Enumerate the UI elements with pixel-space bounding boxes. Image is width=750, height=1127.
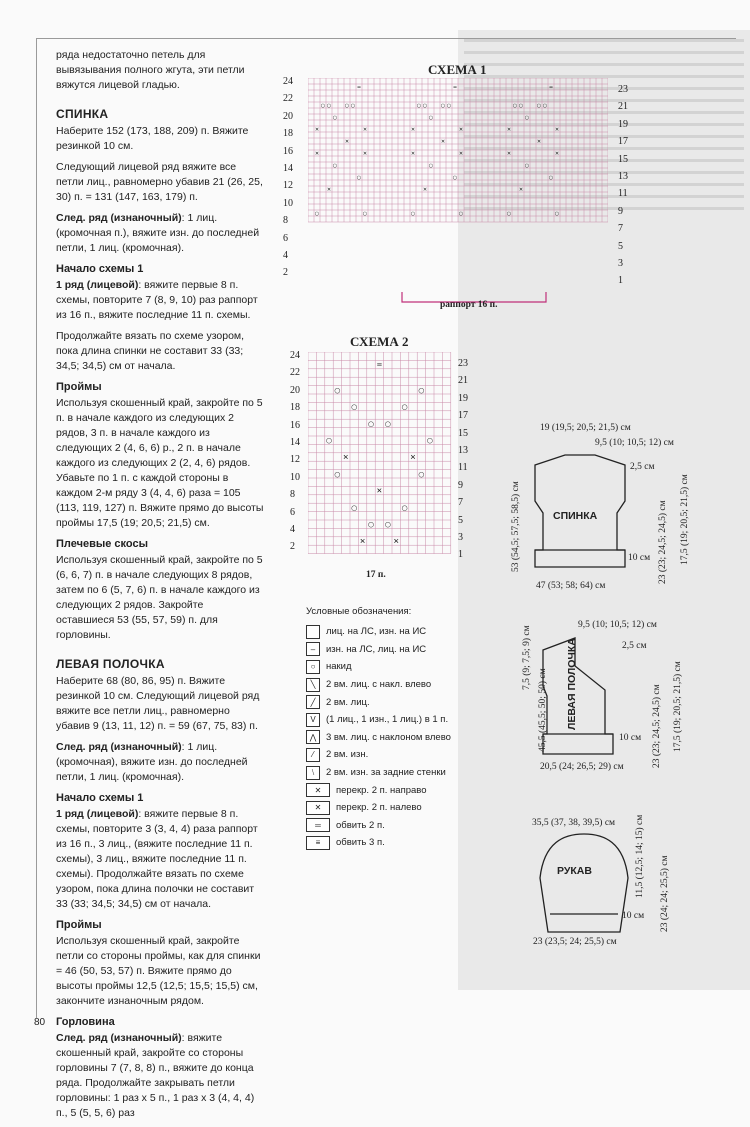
front-next-row xyxy=(56,740,264,785)
row-number: 23 xyxy=(458,358,468,369)
cross-right-icon: ✕ xyxy=(306,783,330,797)
row-number: 23 xyxy=(618,84,628,95)
chart-symbol: ✕ xyxy=(458,126,464,133)
chart-symbol: ○ xyxy=(422,102,428,109)
chart-symbol: ✕ xyxy=(344,138,350,145)
back-next-text: : 1 лиц. (кромочная п.), вяжите изн. до последней петли, 1 лиц. (кромочная). xyxy=(56,212,260,254)
front-name: ЛЕВАЯ ПОЛОЧКА xyxy=(566,638,578,730)
legend-item xyxy=(306,729,451,747)
row-number: 4 xyxy=(290,524,295,535)
chart-symbol: ✕ xyxy=(314,150,320,157)
row-number: 4 xyxy=(283,250,288,261)
legend-item xyxy=(306,641,451,659)
chart-symbol: ✕ xyxy=(410,150,416,157)
legend-label: 2 вм. лиц. с накл. влево xyxy=(326,679,432,691)
sleeve-top-dim: 35,5 (37, 38, 39,5) см xyxy=(532,818,616,828)
chart-symbol: ○ xyxy=(351,502,358,512)
legend-item xyxy=(306,658,451,676)
row-number: 2 xyxy=(290,541,295,553)
legend-label: 2 вм. изн. xyxy=(326,749,369,761)
row-number: 24 xyxy=(283,76,293,87)
front-slope-dim: 2,5 см xyxy=(622,641,647,651)
row-number: 1 xyxy=(458,549,463,561)
back-next-label: След. ряд (изнаночный) xyxy=(56,212,182,224)
neck-text: : вяжите скошенный край, закройте со стороны горловины 7 (7, 8, 8) п., вяжите до конца ряда. Продолжайте закрывать петли горловины: 1 раз х 5 п., 1 раз х 3 (4, 4, 4) п., 5 (5, 5, 6) раз xyxy=(56,1032,255,1119)
chart-symbol: ✕ xyxy=(376,486,383,496)
chart-symbol: ○ xyxy=(367,418,375,428)
sleeve-name: РУКАВ xyxy=(557,865,592,877)
row-number: 20 xyxy=(283,110,293,122)
row-number: 10 xyxy=(283,197,293,209)
back-rib-dim: 10 см xyxy=(628,553,651,563)
chart-symbol: ✕ xyxy=(506,150,512,157)
schema1-title: СХЕМА 1 xyxy=(428,62,487,77)
legend-item xyxy=(306,799,451,817)
chart-symbol: ○ xyxy=(384,418,391,428)
chart-symbol: ✕ xyxy=(506,126,512,133)
row-number: 16 xyxy=(290,419,300,431)
page-rule-left xyxy=(36,38,37,1018)
chart-symbol: ✕ xyxy=(314,126,320,133)
chart-symbol: ○ xyxy=(410,210,416,217)
chart-symbol: ○ xyxy=(426,435,433,445)
row-number: 19 xyxy=(458,392,468,404)
chart-symbol: ═ xyxy=(549,84,553,91)
legend-item xyxy=(306,764,451,782)
chart-symbol: ○ xyxy=(518,102,524,109)
circle-square-icon: ○ xyxy=(306,660,320,674)
row-number: 3 xyxy=(458,532,463,543)
back-side-height-dim: 23 (23; 24,5; 24,5) см xyxy=(658,500,668,584)
chart-symbol: ✕ xyxy=(410,126,416,133)
chart-symbol: ○ xyxy=(512,102,518,109)
chart-symbol: ○ xyxy=(332,162,338,169)
legend-label: обвить 3 п. xyxy=(336,837,385,849)
chart-symbol: ✕ xyxy=(410,452,416,462)
chart-symbol: ○ xyxy=(548,174,554,181)
front-armhole-title: Проймы xyxy=(56,919,102,931)
legend-label: 2 вм. лиц. xyxy=(326,696,370,708)
back-title: СПИНКА xyxy=(56,107,109,121)
chart-symbol: ○ xyxy=(458,210,464,217)
chart-symbol: ○ xyxy=(401,402,408,412)
front-row1 xyxy=(56,807,264,912)
chart-symbol: ○ xyxy=(356,174,362,181)
front-row1-label: 1 ряд (лицевой) xyxy=(56,808,139,820)
chart-symbol: ✕ xyxy=(342,452,349,462)
chart-symbol: ✕ xyxy=(393,536,400,546)
chart-symbol: ✕ xyxy=(440,138,446,145)
row-number: 19 xyxy=(618,118,628,130)
back-next-row xyxy=(56,211,264,256)
row-number: 13 xyxy=(618,171,628,182)
chart-symbol: ○ xyxy=(542,102,548,109)
instructions-column xyxy=(56,48,264,1127)
chart-symbol: ✕ xyxy=(554,126,560,133)
row-number: 15 xyxy=(618,153,628,165)
row-number: 21 xyxy=(458,375,468,387)
chart-symbol: ○ xyxy=(334,469,341,479)
chart-symbol: ✕ xyxy=(359,536,366,546)
row-number: 5 xyxy=(618,240,623,252)
row-number: 18 xyxy=(283,128,293,140)
row-number: 7 xyxy=(458,497,463,509)
chart-symbol: ○ xyxy=(524,114,530,121)
legend-label: (1 лиц., 1 изн., 1 лиц.) в 1 п. xyxy=(326,714,449,726)
row-number: 10 xyxy=(290,471,300,483)
row-number: 12 xyxy=(283,180,293,192)
chart-symbol: ○ xyxy=(428,114,434,121)
chart-symbol: ○ xyxy=(440,102,446,109)
row-number: 22 xyxy=(283,93,293,105)
front-next-label: След. ряд (изнаночный) xyxy=(56,741,182,753)
triple-line-icon: ≡ xyxy=(306,836,330,850)
empty-square-icon xyxy=(306,625,320,639)
back-continue: Продолжайте вязать по схеме узором, пока длина спинки не составит 33 (33; 34,5; 34,5) см от начала. xyxy=(56,330,245,372)
dash-square-icon: – xyxy=(306,642,320,656)
legend-item xyxy=(306,676,451,694)
front-rib-dim: 10 см xyxy=(619,733,642,743)
chart-symbol: ✕ xyxy=(554,150,560,157)
legend-item xyxy=(306,781,451,799)
chart-symbol: ═ xyxy=(377,360,382,370)
row-number: 11 xyxy=(458,462,468,474)
chart-symbol: ✕ xyxy=(518,186,524,193)
neck-label: След. ряд (изнаночный) xyxy=(56,1032,182,1044)
row-number: 7 xyxy=(618,223,623,235)
front-title: ЛЕВАЯ ПОЛОЧКА xyxy=(56,657,165,671)
sleeve-length-dim: 23 (24; 24; 25,5) см xyxy=(660,855,670,932)
legend-label: 3 вм. лиц. с наклоном влево xyxy=(326,731,451,743)
back-armhole-dim: 17,5 (19; 20,5; 21,5) см xyxy=(680,474,690,565)
row-number: 14 xyxy=(283,163,293,174)
back-row1-label: 1 ряд (лицевой) xyxy=(56,279,139,291)
chart-symbol: ═ xyxy=(357,84,361,91)
page-rule-top xyxy=(36,38,736,39)
row-number: 17 xyxy=(618,136,628,148)
chart-symbol: ○ xyxy=(320,102,326,109)
back-width-dim: 47 (53; 58; 64) см xyxy=(536,581,606,591)
chart-symbol: ○ xyxy=(446,102,452,109)
legend-label: перекр. 2 п. налево xyxy=(336,802,422,814)
chart-symbol: ○ xyxy=(524,162,530,169)
left-slant-icon: ╲ xyxy=(306,678,320,692)
chart-symbol: ○ xyxy=(350,102,356,109)
chart-symbol: ○ xyxy=(418,469,425,479)
front-armhole-text: Используя скошенный край, закройте петли со стороны проймы, как для спинки = 46 (50, 53, 57) п. Вяжите прямо до высоты проймы 12,5 (12,5; 15,5; 15,5) см, закончите изнаночным рядом. xyxy=(56,935,261,1007)
intro-text: ряда недостаточно петель для вывязывания полного жгута, эти петли вяжутся лицевой гладью. xyxy=(56,49,245,91)
legend-item xyxy=(306,711,451,729)
row-number: 8 xyxy=(290,489,295,501)
chart-symbol: ✕ xyxy=(362,126,368,133)
back-top-dim: 19 (19,5; 20,5; 21,5) см xyxy=(540,423,631,433)
schema2-stitch-label: 17 п. xyxy=(366,570,386,580)
row-number: 6 xyxy=(283,232,288,244)
chart-symbol: ○ xyxy=(416,102,422,109)
chart-symbol: ✕ xyxy=(458,150,464,157)
legend-label: перекр. 2 п. направо xyxy=(336,784,427,796)
row-number: 16 xyxy=(283,145,293,157)
triple-icon: ⋀ xyxy=(306,730,320,744)
chart-symbol: ○ xyxy=(344,102,350,109)
chart-symbol: ○ xyxy=(367,519,375,529)
purl-back-icon: ⧵ xyxy=(306,766,320,780)
legend-item xyxy=(306,834,451,852)
back-p2: Следующий лицевой ряд вяжите все петли лиц., равномерно убавив 21 (26, 25, 30) п. = 131 (147, 163, 179) п. xyxy=(56,161,263,203)
front-next-text: : 1 лиц. (кромочная), вяжите изн. до последней петли, 1 лиц. (кромочная). xyxy=(56,741,248,783)
schema2-grid xyxy=(308,352,452,566)
row-number: 15 xyxy=(458,427,468,439)
legend-item xyxy=(306,817,451,835)
back-row1 xyxy=(56,278,264,323)
back-shoulder-dim: 9,5 (10; 10,5; 12) см xyxy=(595,438,674,448)
back-total-height-dim: 53 (54,5; 57,5; 58,5) см xyxy=(511,481,521,572)
legend-item xyxy=(306,746,451,764)
cross-left-icon: ✕ xyxy=(306,801,330,815)
shoulder-title: Плечевые скосы xyxy=(56,538,148,550)
shoulder-text: Используя скошенный край, закройте по 5 (6, 6, 7) п. в начале следующих 8 рядов, затем по 6 (5, 7, 6) п. в начале каждого из следующих 2 рядов. Закройте оставшиеся 53 (55, 57, 59) п. для горловины. xyxy=(56,554,263,641)
legend-label: 2 вм. изн. за задние стенки xyxy=(326,767,446,779)
row-number: 2 xyxy=(283,267,288,279)
row-number: 3 xyxy=(618,258,623,269)
sleeve-outline xyxy=(520,828,650,938)
front-shoulder-dim: 9,5 (10; 10,5; 12) см xyxy=(578,620,657,630)
chart-symbol: ○ xyxy=(554,210,560,217)
sleeve-rib-dim: 10 см xyxy=(622,911,645,921)
row-number: 12 xyxy=(290,454,300,466)
chart-symbol: ○ xyxy=(334,385,341,395)
row-number: 6 xyxy=(290,506,295,518)
page-number: 80 xyxy=(34,1017,46,1028)
right-slant-icon: ╱ xyxy=(306,695,320,709)
front-p1: Наберите 68 (80, 86, 95) п. Вяжите резинкой 10 см. Следующий лицевой ряд вяжите все петли лиц., равномерно убавив 9 (13, 11, 12) п. = 59 (67, 75, 83) п. xyxy=(56,675,260,732)
legend-label: накид xyxy=(326,661,352,673)
chart-symbol: ○ xyxy=(401,502,408,512)
front-start-title: Начало схемы 1 xyxy=(56,792,144,804)
back-start-title: Начало схемы 1 xyxy=(56,263,144,275)
neck-row xyxy=(56,1031,264,1121)
chart-symbol: ○ xyxy=(452,174,458,181)
chart-symbol: ✕ xyxy=(326,186,332,193)
chart-symbol: ○ xyxy=(506,210,512,217)
row-number: 18 xyxy=(290,402,300,414)
row-number: 11 xyxy=(618,188,628,200)
chart-symbol: ○ xyxy=(428,162,434,169)
double-line-icon: ═ xyxy=(306,818,330,832)
row-number: 17 xyxy=(458,410,468,422)
chart-symbol: ○ xyxy=(325,435,333,445)
row-number: 20 xyxy=(290,384,300,396)
armhole-text: Используя скошенный край, закройте по 5 п. в начале каждого из следующих 2 рядов, 3 п. в начале каждого из следующих 2 (4, 6, 6) р., 2 п. в начале каждого из следующих 2 (2, 4, 6) рядов. Убавьте по 1 п. с каждой стороны в каждом 2-м ряду 3 (4, 4, 6) раза = 105 (113, 119, 127) п. Вяжите прямо до высоты проймы 17,5 (19; 20,5; 21,5) см. xyxy=(56,397,264,529)
legend-item xyxy=(306,623,451,641)
front-neck-depth-dim: 7,5 (9; 7,5; 9) см xyxy=(522,625,532,690)
purl-two-icon: ⁄ xyxy=(306,748,320,762)
front-side-height-dim: 23 (23; 24,5; 24,5) см xyxy=(652,684,662,768)
chart-symbol: ○ xyxy=(326,102,332,109)
row-number: 8 xyxy=(283,215,288,227)
chart-symbol: ○ xyxy=(314,210,320,217)
chart-symbol: ═ xyxy=(453,84,457,91)
row-number: 22 xyxy=(290,367,300,379)
chart-symbol: ○ xyxy=(332,114,338,121)
back-p1: Наберите 152 (173, 188, 209) п. Вяжите резинкой 10 см. xyxy=(56,125,249,152)
chart-symbol: ○ xyxy=(536,102,542,109)
legend-title: Условные обозначения: xyxy=(306,606,412,617)
back-name: СПИНКА xyxy=(553,510,598,522)
front-total-height-dim: 45,5 (45,5; 50; 50) см xyxy=(538,668,548,752)
chart-symbol: ○ xyxy=(418,385,425,395)
chart-symbol: ○ xyxy=(351,402,358,412)
row-number: 24 xyxy=(290,350,300,361)
front-row1-text: : вяжите первые 8 п. схемы, повторите 3 (3, 4, 4) раза раппорт из 16 п., 3 лиц., (вяжите последние 11 п. схемы), 3 лиц., вяжите последние 11 п. схемы). Продолжайте вязать по схеме узором, пока длина полочки не составит 33 (33; 34,5; 34,5) см от начала. xyxy=(56,808,258,910)
row-number: 1 xyxy=(618,275,623,287)
chart-symbol: ○ xyxy=(384,519,391,529)
row-number: 5 xyxy=(458,514,463,526)
armhole-title: Проймы xyxy=(56,381,102,393)
legend-label: лиц. на ЛС, изн. на ИС xyxy=(326,626,427,638)
chart-symbol: ✕ xyxy=(362,150,368,157)
row-number: 9 xyxy=(458,479,463,491)
legend-item xyxy=(306,693,451,711)
legend-label: обвить 2 п. xyxy=(336,819,385,831)
row-number: 13 xyxy=(458,445,468,456)
front-armhole-dim: 17,5 (19; 20,5; 21,5) см xyxy=(673,661,683,752)
sleeve-width-dim: 23 (23,5; 24; 25,5) см xyxy=(533,937,617,947)
v-icon: V xyxy=(306,713,320,727)
back-slope-dim: 2,5 см xyxy=(630,462,655,472)
neck-title: Горловина xyxy=(56,1016,115,1028)
row-number: 14 xyxy=(290,437,300,448)
sleeve-cap-dim: 11,5 (12,5; 14; 15) см xyxy=(635,814,645,898)
chart-symbol: ✕ xyxy=(422,186,428,193)
chart-symbol: ○ xyxy=(362,210,368,217)
schema1-repeat-label: раппорт 16 п. xyxy=(440,300,498,310)
row-number: 21 xyxy=(618,101,628,113)
back-row1-text: : вяжите первые 8 п. схемы, повторите 7 (8, 9, 10) раз раппорт из 16 п., вяжите последние 11 п. схемы. xyxy=(56,279,258,321)
schema1-grid xyxy=(308,78,608,292)
schema2-title: СХЕМА 2 xyxy=(350,334,409,349)
row-number: 9 xyxy=(618,205,623,217)
chart-symbol: ✕ xyxy=(536,138,542,145)
front-width-dim: 20,5 (24; 26,5; 29) см xyxy=(540,762,624,772)
legend xyxy=(306,606,451,852)
legend-label: изн. на ЛС, лиц. на ИС xyxy=(326,643,427,655)
